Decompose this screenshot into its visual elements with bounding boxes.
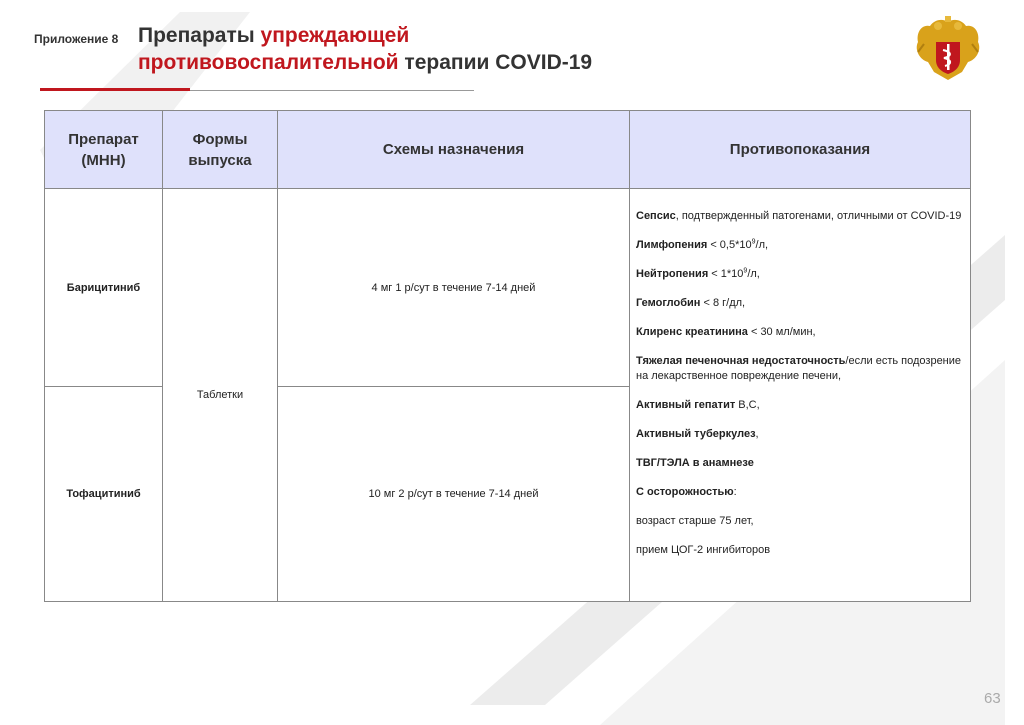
dosing-scheme: 4 мг 1 р/сут в течение 7-14 дней — [278, 189, 630, 387]
header-forms: Формы выпуска — [163, 111, 278, 189]
title-underline-gray — [190, 90, 474, 91]
contra-item: прием ЦОГ-2 ингибиторов — [636, 544, 771, 556]
contra-item: Активный гепатит В,С, — [636, 399, 760, 411]
contra-item: Нейтропения < $1*10^9/л$, — [636, 267, 760, 280]
drug-name: Тофацитиниб — [45, 387, 163, 602]
header-drug: Препарат (МНН) — [45, 111, 163, 189]
title-underline-red — [40, 88, 190, 91]
table-header-row — [45, 111, 971, 189]
dosing-scheme: 10 мг 2 р/сут в течение 7-14 дней — [278, 387, 630, 602]
appendix-label: Приложение 8 — [34, 32, 119, 46]
page-title: Препараты упреждающей противовоспалительной терапии COVID-19 — [138, 24, 593, 74]
header-dosing: Схемы назначения — [278, 111, 630, 189]
contra-item: Активный туберкулез, — [636, 428, 759, 440]
contra-item: Тяжелая печеночная недостаточность/если есть подозрение на лекарственное повреждение печени, — [636, 355, 962, 382]
drug-table — [44, 110, 971, 602]
contra-item: ТВГ/ТЭЛА в анамнезе — [636, 457, 754, 469]
release-form: Таблетки — [163, 189, 278, 602]
contra-item: возраст старше 75 лет, — [636, 515, 754, 527]
contra-item: Клиренс креатинина < 30 мл/мин, — [636, 326, 816, 338]
table-row — [45, 189, 971, 387]
contraindications-cell — [630, 189, 971, 602]
drug-name: Барицитиниб — [45, 189, 163, 387]
contra-item: Лимфопения < $0,5*10^9/л$, — [636, 238, 769, 251]
contra-item: Сепсис, подтвержденный патогенами, отличными от COVID-19 — [636, 210, 962, 222]
contra-item: С осторожностью: — [636, 486, 737, 498]
header-contraindications: Противопоказания — [630, 111, 971, 189]
contra-item: Гемоглобин < 8 г/дл, — [636, 297, 746, 309]
ministry-emblem-icon — [912, 14, 984, 88]
page-number: 63 — [984, 690, 1001, 707]
